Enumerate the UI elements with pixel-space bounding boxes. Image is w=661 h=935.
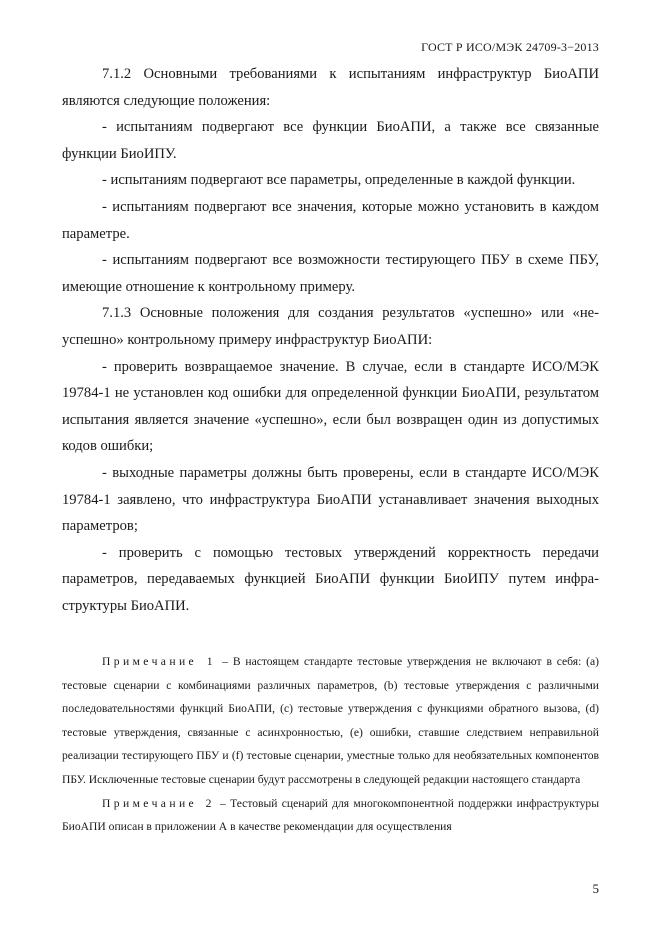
requirement-item: - испытаниям подвергают все функции БиоАПИ, а также все связанные функции БиоИПУ. [62,119,599,162]
note-text: – В настоящем стандарте тестовые утверждения не включают в себя: (a) тестовые сценарии с комбинациями различных параметров, (b) тестовые утверждения с различными последовательностями функций БиоАПИ, (c) тестовые утверждения с функциями обратного вызова, (d) тестовые утверждения, связанные с асинхронностью, (e) ошибки, ставшие следствием неправильной реализации тестирующего ПБУ и (f) тестовые сценарии, уместные только для необязательных компонентов ПБУ. Исключенные тестовые сценарии будут рассмотрены в следующей редакции настоящего стандарта [62,655,600,786]
paragraph-7-1-3: 7.1.3 Основные положения для создания результатов «успешно» или «неуспешно» контрольному примеру инфраструктур БиоАПИ: [62,305,599,348]
note-1 [62,650,599,792]
result-rule-item: - выходные параметры должны быть проверены, если в стандарте ИСО/МЭК 19784-1 заявлено, что инфраструктура БиоАПИ устанавливает значения выходных параметров; [62,464,599,535]
paragraph-7-1-2: 7.1.2 Основными требованиями к испытаниям инфраструктур БиоАПИ являются следующие положения: [62,66,599,109]
note-2 [62,792,599,839]
requirement-item: - испытаниям подвергают все параметры, определенные в каждой функции. [102,172,576,189]
note-number: 1 [206,655,213,668]
page-number: 5 [592,881,599,896]
requirement-item: - испытаниям подвергают все значения, которые можно установить в каждом параметре. [62,198,599,242]
notes-section [62,650,599,839]
document-page [62,0,599,935]
note-number: 2 [205,796,212,810]
note-label: Примечание [102,796,198,810]
note-label: Примечание [102,655,198,668]
requirement-item: - испытаниям подвергают все возможности тестирующего ПБУ в схеме ПБУ, имеющие отношение к контрольному примеру. [62,252,599,295]
note-text: – Тестовый сценарий для многокомпонентной поддержки инфраструктуры БиоАПИ описан в приложении А в качестве рекомендации для осуществления [62,796,600,834]
result-rule-item: - проверить с помощью тестовых утверждений корректность передачи параметров, передаваемых функцией БиоАПИ функции БиоИПУ путем инфраструктуры БиоАПИ. [62,544,599,614]
result-rule-item: - проверить возвращаемое значение. В случае, если в стандарте ИСО/МЭК 19784-1 не установлен код ошибки для определенной функции БиоАПИ, результатом испытания является значение «успешно», если был возвращен один из допустимых кодов ошибки; [62,358,599,455]
standard-header: ГОСТ Р ИСО/МЭК 24709-3−2013 [421,40,599,54]
main-text [62,61,599,619]
